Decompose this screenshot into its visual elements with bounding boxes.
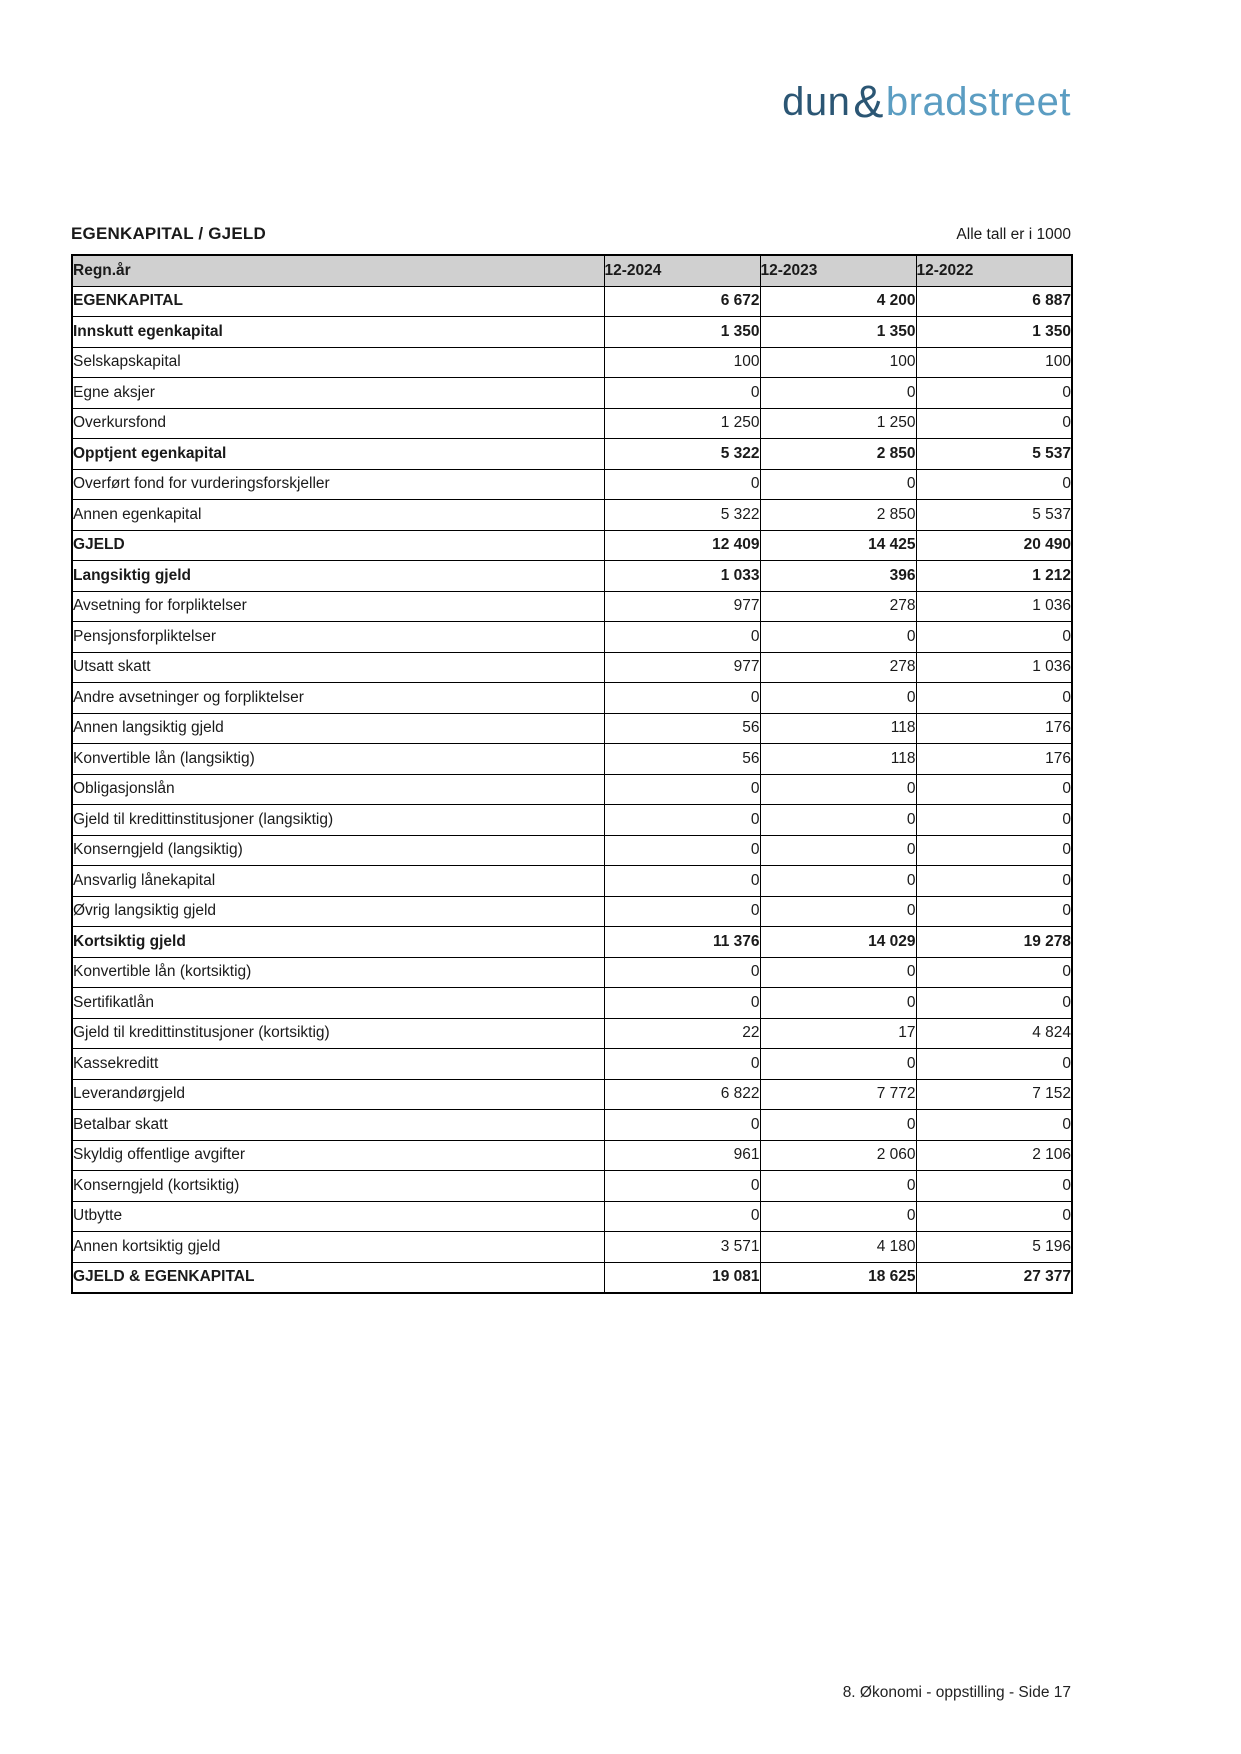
row-value: 0 bbox=[916, 378, 1072, 409]
table-row bbox=[72, 1201, 1072, 1232]
row-value: 0 bbox=[916, 774, 1072, 805]
row-value: 278 bbox=[760, 652, 916, 683]
table-row bbox=[72, 500, 1072, 531]
title-row bbox=[71, 224, 1071, 244]
row-label: Konvertible lån (langsiktig) bbox=[72, 744, 604, 775]
balance-sheet-table bbox=[71, 254, 1073, 1294]
column-header-regnar: Regn.år bbox=[72, 255, 604, 286]
table-row bbox=[72, 591, 1072, 622]
row-label: Gjeld til kredittinstitusjoner (kortsiktig) bbox=[72, 1018, 604, 1049]
row-value: 0 bbox=[760, 1201, 916, 1232]
row-label: Leverandørgjeld bbox=[72, 1079, 604, 1110]
row-value: 1 350 bbox=[916, 317, 1072, 348]
row-value: 0 bbox=[760, 1049, 916, 1080]
table-row bbox=[72, 866, 1072, 897]
row-value: 0 bbox=[604, 1110, 760, 1141]
row-value: 118 bbox=[760, 744, 916, 775]
row-value: 6 822 bbox=[604, 1079, 760, 1110]
row-label: Innskutt egenkapital bbox=[72, 317, 604, 348]
column-header-12-2023: 12-2023 bbox=[760, 255, 916, 286]
row-value: 176 bbox=[916, 713, 1072, 744]
table-row bbox=[72, 347, 1072, 378]
row-label: Egne aksjer bbox=[72, 378, 604, 409]
row-value: 6 672 bbox=[604, 286, 760, 317]
row-value: 100 bbox=[760, 347, 916, 378]
table-row bbox=[72, 622, 1072, 653]
row-value: 2 060 bbox=[760, 1140, 916, 1171]
row-value: 12 409 bbox=[604, 530, 760, 561]
row-value: 278 bbox=[760, 591, 916, 622]
row-value: 56 bbox=[604, 744, 760, 775]
row-value: 0 bbox=[604, 469, 760, 500]
row-value: 7 152 bbox=[916, 1079, 1072, 1110]
logo-ampersand-icon: & bbox=[853, 76, 884, 127]
table-row bbox=[72, 805, 1072, 836]
row-label: Konvertible lån (kortsiktig) bbox=[72, 957, 604, 988]
row-value: 6 887 bbox=[916, 286, 1072, 317]
row-value: 0 bbox=[916, 622, 1072, 653]
row-label: Betalbar skatt bbox=[72, 1110, 604, 1141]
row-label: Ansvarlig lånekapital bbox=[72, 866, 604, 897]
dnb-logo bbox=[782, 76, 1071, 127]
row-value: 0 bbox=[916, 896, 1072, 927]
row-value: 56 bbox=[604, 713, 760, 744]
row-value: 5 537 bbox=[916, 439, 1072, 470]
row-value: 0 bbox=[760, 683, 916, 714]
row-label: Pensjonsforpliktelser bbox=[72, 622, 604, 653]
row-value: 0 bbox=[604, 896, 760, 927]
row-value: 0 bbox=[916, 469, 1072, 500]
table-row bbox=[72, 957, 1072, 988]
row-value: 0 bbox=[916, 1171, 1072, 1202]
row-label: Utbytte bbox=[72, 1201, 604, 1232]
row-value: 0 bbox=[916, 1201, 1072, 1232]
row-label: Annen kortsiktig gjeld bbox=[72, 1232, 604, 1263]
table-row bbox=[72, 286, 1072, 317]
table-row bbox=[72, 1049, 1072, 1080]
row-value: 0 bbox=[604, 1171, 760, 1202]
row-value: 0 bbox=[760, 774, 916, 805]
row-value: 0 bbox=[760, 469, 916, 500]
row-value: 2 850 bbox=[760, 500, 916, 531]
row-value: 0 bbox=[760, 1110, 916, 1141]
table-row bbox=[72, 988, 1072, 1019]
row-value: 1 036 bbox=[916, 591, 1072, 622]
table-row bbox=[72, 408, 1072, 439]
table-row bbox=[72, 1079, 1072, 1110]
row-value: 0 bbox=[604, 683, 760, 714]
row-label: Overkursfond bbox=[72, 408, 604, 439]
row-value: 118 bbox=[760, 713, 916, 744]
table-row bbox=[72, 1262, 1072, 1293]
row-value: 0 bbox=[604, 1201, 760, 1232]
row-label: Obligasjonslån bbox=[72, 774, 604, 805]
table-row bbox=[72, 835, 1072, 866]
row-value: 4 200 bbox=[760, 286, 916, 317]
row-value: 1 350 bbox=[604, 317, 760, 348]
row-value: 4 180 bbox=[760, 1232, 916, 1263]
table-row bbox=[72, 1140, 1072, 1171]
row-value: 0 bbox=[916, 957, 1072, 988]
row-value: 0 bbox=[760, 805, 916, 836]
row-value: 14 029 bbox=[760, 927, 916, 958]
row-label: Selskapskapital bbox=[72, 347, 604, 378]
row-label: Annen egenkapital bbox=[72, 500, 604, 531]
row-value: 4 824 bbox=[916, 1018, 1072, 1049]
row-value: 0 bbox=[916, 683, 1072, 714]
table-row bbox=[72, 1110, 1072, 1141]
table-row bbox=[72, 317, 1072, 348]
row-value: 0 bbox=[916, 1049, 1072, 1080]
row-value: 0 bbox=[604, 835, 760, 866]
row-value: 977 bbox=[604, 652, 760, 683]
row-label: Konserngjeld (kortsiktig) bbox=[72, 1171, 604, 1202]
table-row bbox=[72, 378, 1072, 409]
row-value: 0 bbox=[604, 774, 760, 805]
row-value: 2 106 bbox=[916, 1140, 1072, 1171]
table-row bbox=[72, 683, 1072, 714]
row-value: 19 278 bbox=[916, 927, 1072, 958]
row-value: 0 bbox=[604, 988, 760, 1019]
row-value: 7 772 bbox=[760, 1079, 916, 1110]
row-label: Gjeld til kredittinstitusjoner (langsiktig) bbox=[72, 805, 604, 836]
page-footer: 8. Økonomi - oppstilling - Side 17 bbox=[842, 1684, 1071, 1701]
row-value: 0 bbox=[916, 835, 1072, 866]
row-label: GJELD bbox=[72, 530, 604, 561]
table-row bbox=[72, 744, 1072, 775]
table-row bbox=[72, 774, 1072, 805]
row-label: GJELD & EGENKAPITAL bbox=[72, 1262, 604, 1293]
table-row bbox=[72, 896, 1072, 927]
table-row bbox=[72, 469, 1072, 500]
logo-word-dun: dun bbox=[782, 80, 851, 124]
row-value: 1 033 bbox=[604, 561, 760, 592]
table-row bbox=[72, 530, 1072, 561]
row-value: 961 bbox=[604, 1140, 760, 1171]
row-value: 0 bbox=[916, 866, 1072, 897]
row-value: 0 bbox=[604, 1049, 760, 1080]
row-label: Opptjent egenkapital bbox=[72, 439, 604, 470]
row-value: 14 425 bbox=[760, 530, 916, 561]
row-label: Overført fond for vurderingsforskjeller bbox=[72, 469, 604, 500]
row-value: 0 bbox=[916, 988, 1072, 1019]
row-label: Avsetning for forpliktelser bbox=[72, 591, 604, 622]
column-header-12-2024: 12-2024 bbox=[604, 255, 760, 286]
row-value: 5 322 bbox=[604, 439, 760, 470]
row-value: 977 bbox=[604, 591, 760, 622]
table-row bbox=[72, 1018, 1072, 1049]
row-label: Øvrig langsiktig gjeld bbox=[72, 896, 604, 927]
row-label: Sertifikatlån bbox=[72, 988, 604, 1019]
row-value: 0 bbox=[604, 805, 760, 836]
row-value: 20 490 bbox=[916, 530, 1072, 561]
column-header-12-2022: 12-2022 bbox=[916, 255, 1072, 286]
row-value: 0 bbox=[760, 1171, 916, 1202]
row-label: Andre avsetninger og forpliktelser bbox=[72, 683, 604, 714]
row-value: 0 bbox=[760, 988, 916, 1019]
row-value: 0 bbox=[604, 957, 760, 988]
row-value: 0 bbox=[604, 622, 760, 653]
row-value: 0 bbox=[916, 408, 1072, 439]
row-label: Kassekreditt bbox=[72, 1049, 604, 1080]
row-value: 0 bbox=[916, 805, 1072, 836]
row-value: 1 212 bbox=[916, 561, 1072, 592]
row-label: Utsatt skatt bbox=[72, 652, 604, 683]
row-label: Skyldig offentlige avgifter bbox=[72, 1140, 604, 1171]
row-value: 176 bbox=[916, 744, 1072, 775]
row-value: 11 376 bbox=[604, 927, 760, 958]
row-value: 1 250 bbox=[604, 408, 760, 439]
row-value: 396 bbox=[760, 561, 916, 592]
table-header-row bbox=[72, 255, 1072, 286]
table-row bbox=[72, 1171, 1072, 1202]
row-value: 2 850 bbox=[760, 439, 916, 470]
row-value: 0 bbox=[916, 1110, 1072, 1141]
row-value: 5 322 bbox=[604, 500, 760, 531]
row-value: 0 bbox=[760, 835, 916, 866]
row-value: 100 bbox=[604, 347, 760, 378]
table-row bbox=[72, 1232, 1072, 1263]
row-value: 0 bbox=[760, 957, 916, 988]
row-value: 17 bbox=[760, 1018, 916, 1049]
row-label: Annen langsiktig gjeld bbox=[72, 713, 604, 744]
row-value: 3 571 bbox=[604, 1232, 760, 1263]
row-value: 18 625 bbox=[760, 1262, 916, 1293]
table-row bbox=[72, 561, 1072, 592]
row-value: 0 bbox=[604, 866, 760, 897]
row-value: 5 537 bbox=[916, 500, 1072, 531]
row-value: 27 377 bbox=[916, 1262, 1072, 1293]
row-value: 0 bbox=[760, 378, 916, 409]
row-value: 1 250 bbox=[760, 408, 916, 439]
row-value: 22 bbox=[604, 1018, 760, 1049]
page-title: EGENKAPITAL / GJELD bbox=[71, 224, 266, 243]
table-row bbox=[72, 652, 1072, 683]
row-value: 0 bbox=[760, 896, 916, 927]
row-label: Kortsiktig gjeld bbox=[72, 927, 604, 958]
row-value: 5 196 bbox=[916, 1232, 1072, 1263]
table-row bbox=[72, 927, 1072, 958]
row-value: 19 081 bbox=[604, 1262, 760, 1293]
logo-word-bradstreet: bradstreet bbox=[885, 80, 1071, 124]
row-value: 1 350 bbox=[760, 317, 916, 348]
row-value: 0 bbox=[760, 622, 916, 653]
row-label: EGENKAPITAL bbox=[72, 286, 604, 317]
table-body bbox=[72, 286, 1072, 1293]
row-label: Konserngjeld (langsiktig) bbox=[72, 835, 604, 866]
row-label: Langsiktig gjeld bbox=[72, 561, 604, 592]
row-value: 1 036 bbox=[916, 652, 1072, 683]
table-row bbox=[72, 439, 1072, 470]
row-value: 100 bbox=[916, 347, 1072, 378]
row-value: 0 bbox=[760, 866, 916, 897]
table-row bbox=[72, 713, 1072, 744]
row-value: 0 bbox=[604, 378, 760, 409]
units-note: Alle tall er i 1000 bbox=[956, 226, 1071, 243]
